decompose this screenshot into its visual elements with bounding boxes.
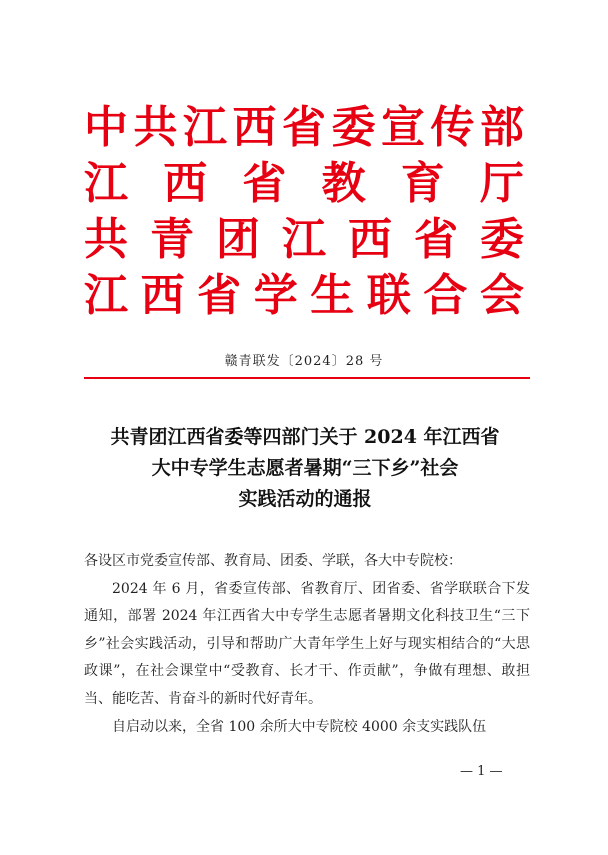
header-character: 省	[242, 158, 287, 209]
document-number: 赣青联发〔2024〕28 号	[224, 354, 384, 369]
title-line-3: 实践活动的通报	[238, 488, 372, 510]
header-character: 青	[150, 214, 194, 265]
header-character: 委	[480, 214, 524, 265]
header-character: 团	[216, 214, 260, 265]
header-character: 江	[84, 270, 128, 321]
header-character: 委	[331, 102, 376, 153]
paragraph-2: 自启动以来，全省 100 余所大中专院校 4000 余支实践队伍	[112, 718, 487, 735]
header-character: 西	[232, 102, 277, 153]
header-character: 共	[84, 214, 128, 265]
issuing-authorities-header	[84, 100, 524, 324]
salutation: 各设区市党委宣传部、教育局、团委、学联，各大中专院校：	[84, 553, 462, 569]
document-title	[70, 422, 540, 515]
header-character: 中	[84, 102, 128, 153]
title-line-1: 共青团江西省委等四部门关于 2024 年江西省	[110, 426, 500, 448]
header-character: 会	[479, 270, 524, 321]
header-character: 江	[183, 102, 227, 153]
header-character: 厅	[479, 158, 524, 209]
header-character: 省	[414, 214, 458, 265]
header-character: 学	[253, 270, 298, 321]
header-character: 西	[140, 270, 185, 321]
header-character: 合	[423, 270, 468, 321]
header-character: 联	[366, 270, 411, 321]
header-character: 传	[430, 102, 475, 153]
header-character: 生	[310, 270, 355, 321]
header-line-4	[84, 268, 524, 324]
header-character: 省	[282, 102, 326, 153]
header-character: 部	[480, 102, 524, 153]
header-line-2	[84, 156, 524, 212]
header-character: 育	[400, 158, 445, 209]
title-line-2: 大中专学生志愿者暑期“三下乡”社会	[151, 457, 459, 479]
header-line-1	[84, 100, 524, 156]
paragraph-1: 2024 年 6 月，省委宣传部、省教育厅、团省委、省学联联合下发通知，部署 2024 年江西省大中专学生志愿者暑期文化科技卫生“三下乡”社会实践活动，引导和帮助广大青年学生上好与现实相结合的“大思政课”，在社会课堂中“受教育、长才干、作贡献”，争做有理想、敢担当、能吃苦、肯奋斗的新时代好青年。	[84, 580, 530, 707]
red-divider-line	[84, 377, 530, 379]
header-character: 江	[84, 158, 128, 209]
document-body	[84, 548, 530, 741]
header-character: 西	[348, 214, 392, 265]
header-character: 西	[163, 158, 208, 209]
header-line-3	[84, 212, 524, 268]
header-character: 省	[197, 270, 242, 321]
header-character: 教	[321, 158, 366, 209]
header-character: 宣	[381, 102, 425, 153]
header-character: 江	[282, 214, 326, 265]
page-number: — 1 —	[460, 764, 503, 779]
header-character: 共	[133, 102, 178, 153]
